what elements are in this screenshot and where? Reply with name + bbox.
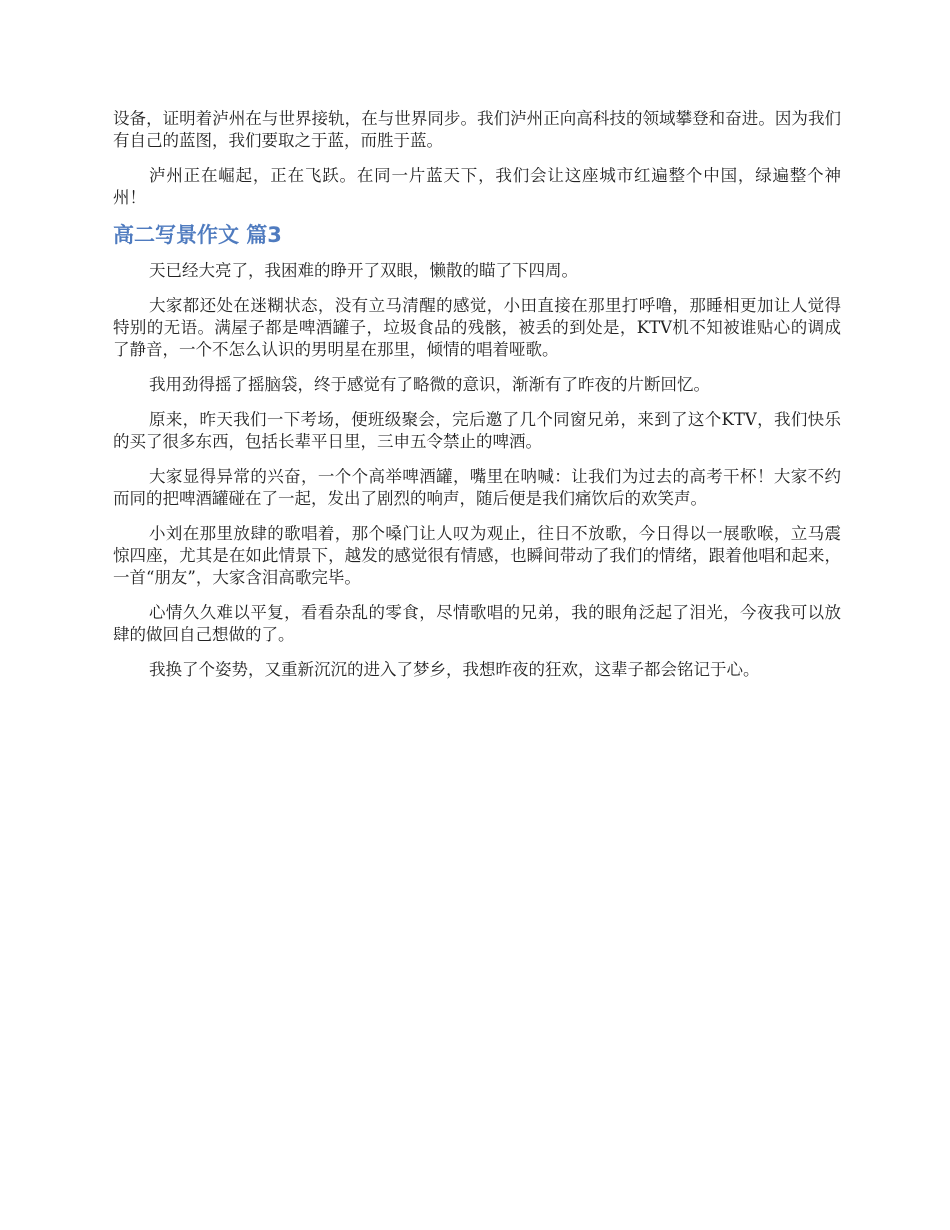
paragraph-continued: 设备，证明着泸州在与世界接轨，在与世界同步。我们泸州正向高科技的领域攀登和奋进。因为我们有自己的蓝图，我们要取之于蓝，而胜于蓝。 <box>113 109 841 150</box>
paragraph: 小刘在那里放肆的歌唱着，那个嗓门让人叹为观止，往日不放歌，今日得以一展歌喉，立马震惊四座，尤其是在如此情景下，越发的感觉很有情感，也瞬间带动了我们的情绪，跟着他唱和起来，一首“朋友”，大家含泪高歌完毕。 <box>113 524 841 587</box>
paragraph: 心情久久难以平复，看看杂乱的零食，尽情歌唱的兄弟，我的眼角泛起了泪光，今夜我可以放肆的做回自己想做的了。 <box>113 603 841 644</box>
document-page <box>113 108 841 694</box>
paragraph: 我用劲得摇了摇脑袋，终于感觉有了略微的意识，渐渐有了昨夜的片断回忆。 <box>149 375 710 394</box>
paragraph: 泸州正在崛起，正在飞跃。在同一片蓝天下，我们会让这座城市红遍整个中国，绿遍整个神州！ <box>113 166 841 207</box>
paragraph: 天已经大亮了，我困难的睁开了双眼，懒散的瞄了下四周。 <box>149 261 578 280</box>
paragraph: 大家都还处在迷糊状态，没有立马清醒的感觉，小田直接在那里打呼噜，那睡相更加让人觉得特别的无语。满屋子都是啤酒罐子，垃圾食品的残骸，被丢的到处是，KTV机不知被谁贴心的调成了静音，一个不怎么认识的男明星在那里，倾情的唱着哑歌。 <box>113 296 841 359</box>
paragraph: 原来，昨天我们一下考场，便班级聚会，完后邀了几个同窗兄弟，来到了这个KTV，我们快乐的买了很多东西，包括长辈平日里，三申五令禁止的啤酒。 <box>113 410 841 451</box>
paragraph: 大家显得异常的兴奋，一个个高举啤酒罐，嘴里在呐喊：让我们为过去的高考干杯！大家不约而同的把啤酒罐碰在了一起，发出了剧烈的响声，随后便是我们痛饮后的欢笑声。 <box>113 467 841 508</box>
section-heading: 高二写景作文 篇3 <box>113 223 282 247</box>
paragraph: 我换了个姿势，又重新沉沉的进入了梦乡，我想昨夜的狂欢，这辈子都会铭记于心。 <box>149 660 760 679</box>
